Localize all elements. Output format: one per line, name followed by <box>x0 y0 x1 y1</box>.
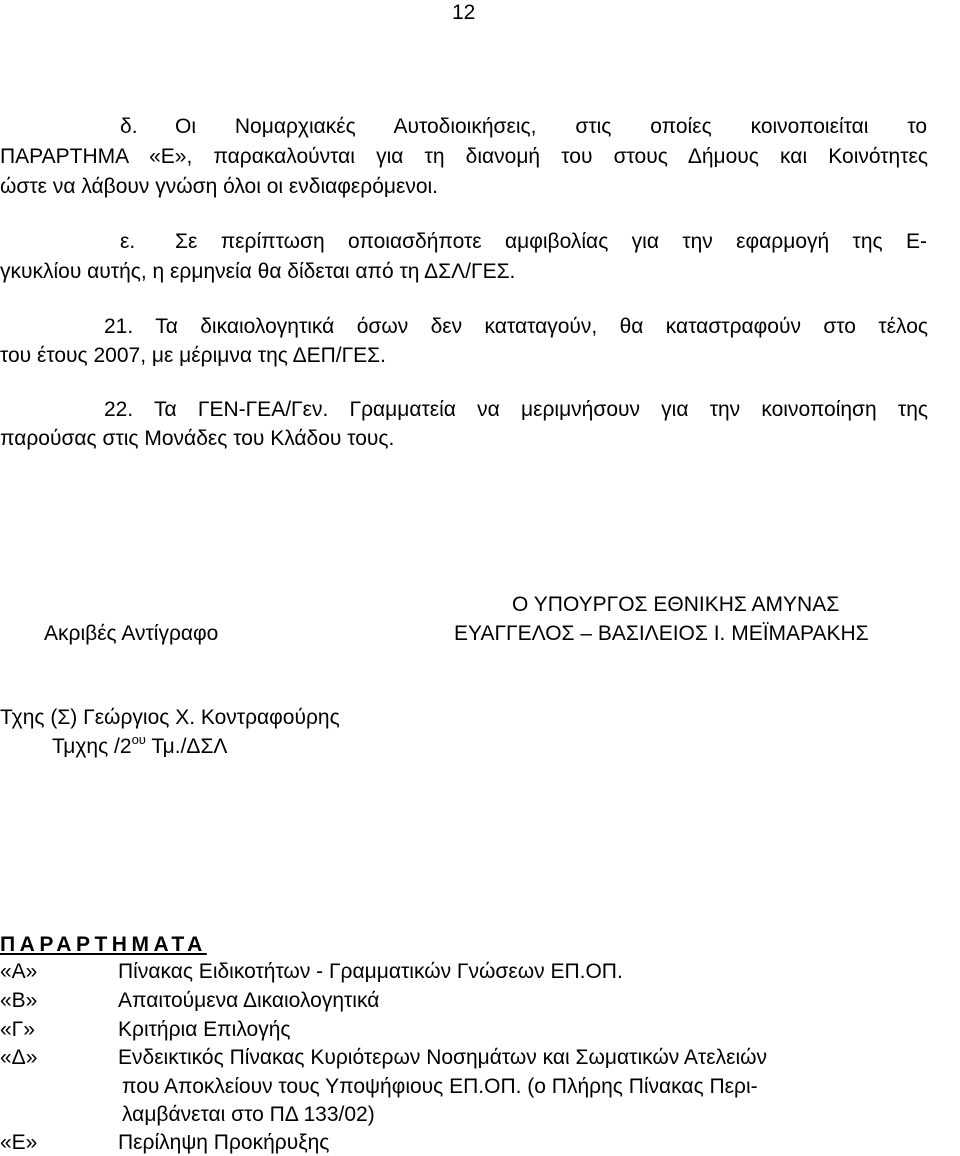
paragraph-e-line2: γκυκλίου αυτής, η ερμηνεία θα δίδεται από τη ΔΣΛ/ΓΕΣ. <box>0 260 516 283</box>
annex-d-marker: «Δ» <box>0 1046 38 1069</box>
signatory-line1: Τχης (Σ) Γεώργιος Χ. Κοντραφούρης <box>0 706 340 729</box>
paragraph-d-line1: Οι Νομαρχιακές Αυτοδιοικήσεις, στις οποίες κοινοποιείται το <box>175 115 927 138</box>
annex-d-text-line2: που Αποκλείουν τους Υποψήφιους ΕΠ.ΟΠ. (ο Πλήρης Πίνακας Περι- <box>122 1075 758 1098</box>
accurate-copy-label: Ακριβές Αντίγραφο <box>44 622 219 645</box>
paragraph-e-line1: Σε περίπτωση οποιασδήποτε αμφιβολίας για την εφαρμογή της Ε- <box>175 230 927 253</box>
paragraph-d-line3: ώστε να λάβουν γνώση όλοι οι ενδιαφερόμενοι. <box>0 175 439 198</box>
annex-a-marker: «Α» <box>0 960 38 983</box>
paragraph-22-line1: 22. Τα ΓΕΝ-ΓΕΑ/Γεν. Γραμματεία να μεριμνήσουν για την κοινοποίηση της <box>104 398 928 421</box>
paragraph-21-line2: του έτους 2007, με μέριμνα της ΔΕΠ/ΓΕΣ. <box>0 344 386 367</box>
annex-b-marker: «Β» <box>0 989 38 1012</box>
signatory-line2-post: Τμ./ΔΣΛ <box>145 735 228 758</box>
annex-c-marker: «Γ» <box>0 1018 35 1041</box>
paragraph-e-marker: ε. <box>120 230 136 253</box>
signatory-line2-sup: ου <box>131 732 146 747</box>
minister-title: Ο ΥΠΟΥΡΓΟΣ ΕΘΝΙΚΗΣ ΑΜΥΝΑΣ <box>512 593 840 616</box>
annex-e-marker: «Ε» <box>0 1131 38 1154</box>
annex-c-text: Κριτήρια Επιλογής <box>118 1018 291 1041</box>
annex-b-text: Απαιτούμενα Δικαιολογητικά <box>118 989 380 1012</box>
annex-a-text: Πίνακας Ειδικοτήτων - Γραμματικών Γνώσεων ΕΠ.ΟΠ. <box>118 960 623 983</box>
paragraph-d-line2: ΠΑΡΑΡΤΗΜΑ «Ε», παρακαλούνται για τη διανομή του στους Δήμους και Κοινότητες <box>0 145 928 168</box>
annex-e-text: Περίληψη Προκήρυξης <box>118 1131 330 1154</box>
paragraph-21-line1: 21. Τα δικαιολογητικά όσων δεν καταταγούν, θα καταστραφούν στο τέλος <box>104 315 928 338</box>
paragraph-22-line2: παρούσας στις Μονάδες του Κλάδου τους. <box>0 427 395 450</box>
annex-d-text-line3: λαμβάνεται στο ΠΔ 133/02) <box>122 1103 375 1126</box>
annex-d-text: Ενδεικτικός Πίνακας Κυριότερων Νοσημάτων και Σωματικών Ατελειών <box>118 1046 768 1069</box>
signatory-line2 <box>52 732 228 758</box>
page-number: 12 <box>452 1 476 24</box>
minister-name: ΕΥΑΓΓΕΛΟΣ – ΒΑΣΙΛΕΙΟΣ Ι. ΜΕΪΜΑΡΑΚΗΣ <box>454 622 869 645</box>
signatory-line2-pre: Τμχης /2 <box>52 735 132 758</box>
annexes-heading: ΠΑΡΑΡΤΗΜΑΤΑ <box>0 933 207 956</box>
paragraph-d-marker: δ. <box>120 115 138 138</box>
